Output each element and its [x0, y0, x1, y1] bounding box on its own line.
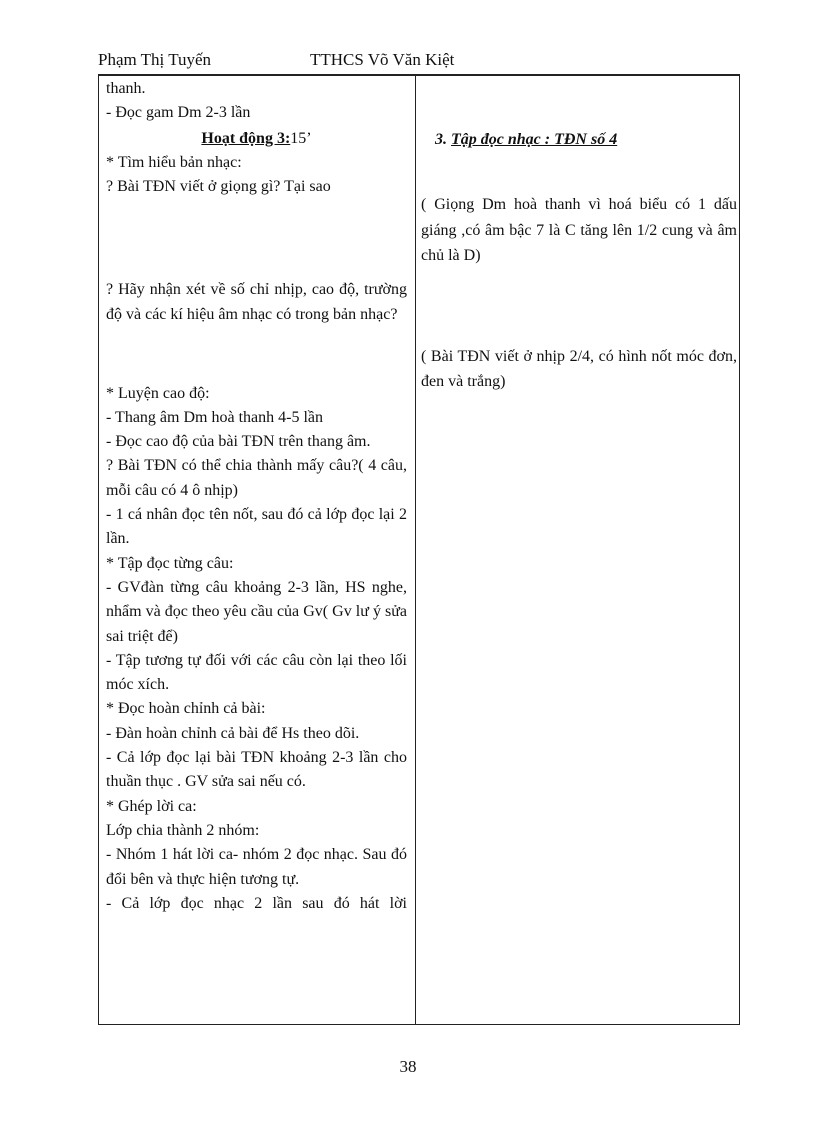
answer-meter: ( Bài TĐN viết ở nhịp 2/4, có hình nốt móc đơn, đen và trắng) [421, 347, 737, 391]
page-number: 38 [399, 1057, 417, 1076]
text-line: - Cả lớp đọc lại bài TĐN khoảng 2-3 lần cho thuần thục . GV sửa sai nếu có. [106, 749, 407, 791]
header-school: TTHCS Võ Văn Kiệt [310, 50, 455, 69]
activity-time: 15’ [290, 129, 312, 147]
column-divider [415, 75, 416, 1024]
text-line: * Luyện cao độ: [106, 384, 210, 402]
student-activities-column [421, 75, 737, 394]
answer-key: ( Giọng Dm hoà thanh vì hoá biểu có 1 dấu giáng ,có âm bậc 7 là C tăng lên 1/2 cung và âm chủ là D) [421, 196, 737, 265]
text-line: * Đọc hoàn chỉnh cả bài: [106, 700, 266, 718]
header-author: Phạm Thị Tuyến [98, 50, 212, 69]
text-line: Lớp chia thành 2 nhóm: [106, 821, 260, 839]
text-line: * Tập đọc từng câu: [106, 554, 234, 572]
text-line: - Đàn hoàn chỉnh cả bài để Hs theo dõi. [106, 724, 360, 742]
text-line: - Đọc cao độ của bài TĐN trên thang âm. [106, 433, 371, 451]
lesson-table [98, 74, 740, 1025]
section-number: 3. [435, 131, 451, 148]
question-meter: ? Hãy nhận xét về số chỉ nhịp, cao độ, trường độ và các kí hiệu âm nhạc có trong bản nhạc? [106, 281, 407, 323]
text-line: * Ghép lời ca: [106, 797, 197, 815]
activity-heading [106, 127, 407, 151]
text-line: - Cả lớp đọc nhạc 2 lần sau đó hát lời [106, 894, 407, 912]
text-line: - Tập tương tự đối với các câu còn lại theo lối móc xích. [106, 651, 407, 694]
text-line: - Nhóm 1 hát lời ca- nhóm 2 đọc nhạc. Sau đó đổi bên và thực hiện tương tự. [106, 846, 407, 888]
text-line: - Thang âm Dm hoà thanh 4-5 lần [106, 408, 323, 426]
question-key: ? Bài TĐN viết ở giọng gì? Tại sao [106, 178, 331, 196]
text-line: - Đọc gam Dm 2-3 lần [106, 104, 251, 122]
text-line: * Tìm hiểu bản nhạc: [106, 153, 242, 171]
section-title: Tập đọc nhạc : TĐN số 4 [451, 131, 618, 148]
text-line: - 1 cá nhân đọc tên nốt, sau đó cả lớp đọc lại 2 lần. [106, 506, 407, 548]
activity-title: Hoạt động 3: [201, 129, 291, 147]
section-heading [421, 127, 737, 152]
page-header [98, 48, 740, 76]
text-line: - GVđàn từng câu khoảng 2-3 lần, HS nghe, nhẩm và đọc theo yêu cầu của Gv( Gv lư ý sửa sai triệt để) [106, 578, 407, 645]
question-phrases: ? Bài TĐN có thể chia thành mấy câu?( 4 câu, mỗi câu có 4 ô nhịp) [106, 457, 407, 499]
text-line: thanh. [106, 80, 146, 97]
teacher-activities-column [106, 77, 407, 916]
